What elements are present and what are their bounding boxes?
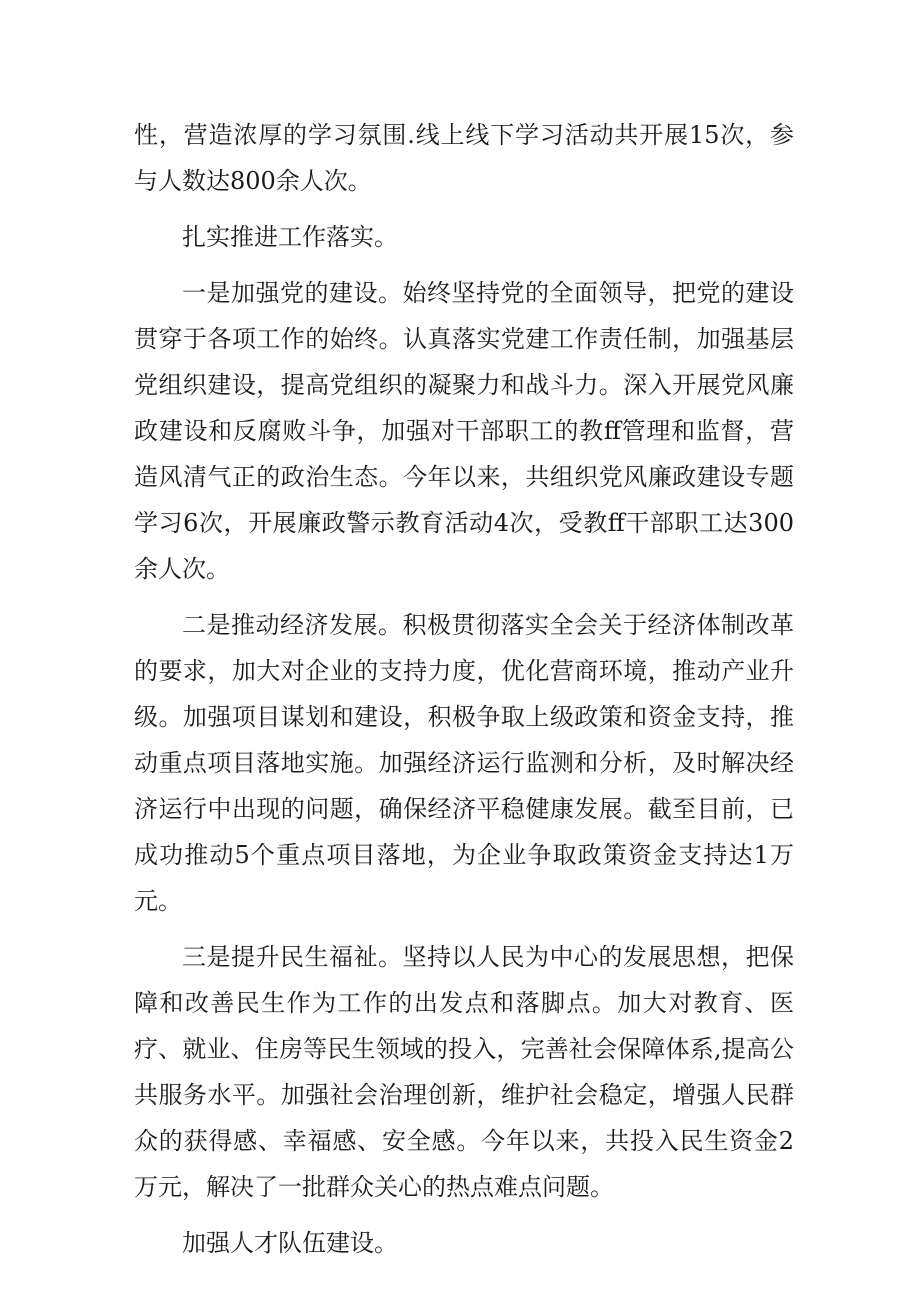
document-body <box>134 112 794 1276</box>
paragraph-party-building: 一是加强党的建设。始终坚持党的全面领导，把党的建设贯穿于各项工作的始终。认真落实党建工作责任制，加强基层党组织建设，提高党组织的凝聚力和战斗力。深入开展党风廉政建设和反腐败斗争，加强对干部职工的教ff管理和监督，营造风清气正的政治生态。今年以来，共组织党风廉政建设专题学习6次，开展廉政警示教育活动4次，受教ff干部职工达300余人次。 <box>134 279 794 583</box>
section-heading-work-implementation: 扎实推进工作落实。 <box>182 223 398 251</box>
paragraph-economic-development: 二是推动经济发展。积极贯彻落实全会关于经济体制改革的要求，加大对企业的支持力度，优化营商环境，推动产业升级。加强项目谋划和建设，积极争取上级政策和资金支持，推动重点项目落地实施。加强经济运行监测和分析，及时解决经济运行中出现的问题，确保经济平稳健康发展。截至目前，已成功推动5个重点项目落地，为企业争取政策资金支持达1万元。 <box>134 611 794 915</box>
paragraph-livelihood: 三是提升民生福祉。坚持以人民为中心的发展思想，把保障和改善民生作为工作的出发点和落脚点。加大对教育、医疗、就业、住房等民生领域的投入，完善社会保障体系,提高公共服务水平。加强社会治理创新，维护社会稳定，增强人民群众的获得感、幸福感、安全感。今年以来，共投入民生资金2万元，解决了一批群众关心的热点难点问题。 <box>134 943 794 1201</box>
section-heading-talent-team: 加强人才队伍建设。 <box>182 1229 398 1257</box>
paragraph-continuation: 性，营造浓厚的学习氛围.线上线下学习活动共开展15次，参与人数达800余人次。 <box>134 121 794 195</box>
